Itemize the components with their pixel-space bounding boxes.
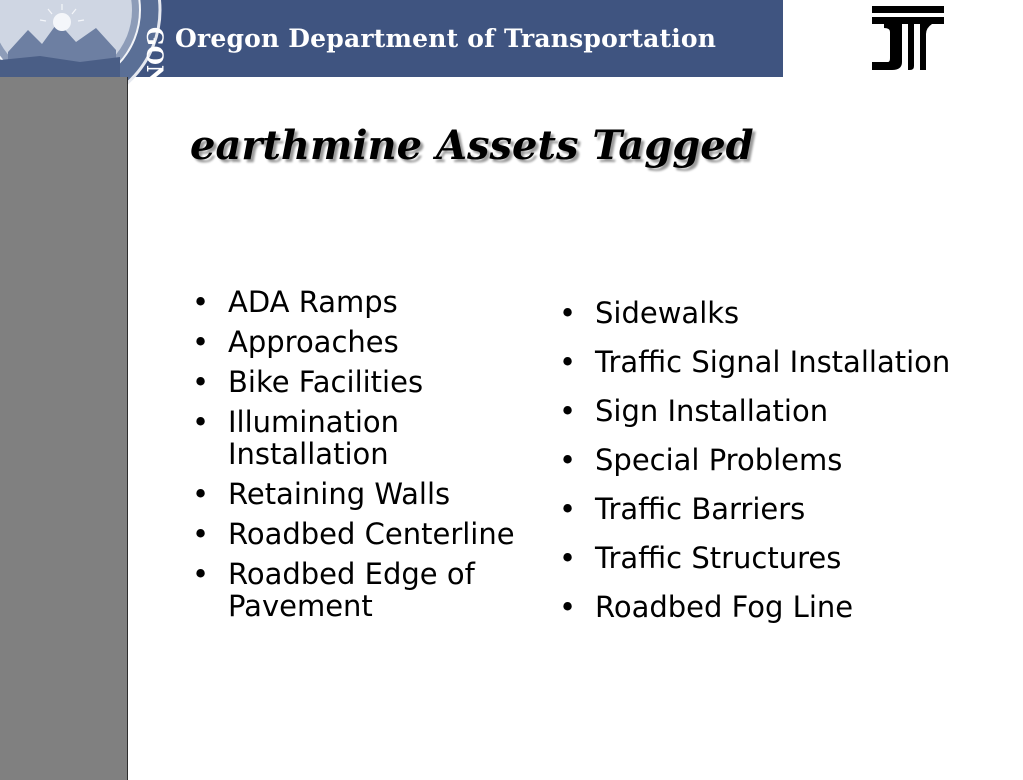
list-item: • Retaining Walls xyxy=(190,478,540,510)
list-item: • Bike Facilities xyxy=(190,366,540,398)
list-item: • Traffic Barriers xyxy=(557,490,977,528)
list-item: • Illumination Installation xyxy=(190,406,540,470)
sidebar-panel xyxy=(0,77,128,780)
list-item: • Sign Installation xyxy=(557,392,977,430)
left-bullet-list xyxy=(190,286,540,630)
state-seal-icon xyxy=(0,0,167,86)
list-item: • Approaches xyxy=(190,326,540,358)
right-bullet-list xyxy=(557,294,977,637)
list-item: • Traffic Structures xyxy=(557,539,977,577)
list-item: • ADA Ramps xyxy=(190,286,540,318)
slide-title: earthmine Assets Tagged xyxy=(190,122,754,169)
list-item: • Traffic Signal Installation xyxy=(557,343,977,381)
list-item: • Roadbed Fog Line xyxy=(557,588,977,626)
agency-name: Oregon Department of Transportation xyxy=(175,24,717,53)
list-item: • Roadbed Edge of Pavement xyxy=(190,558,540,622)
header-banner xyxy=(0,0,783,86)
list-item: • Special Problems xyxy=(557,441,977,479)
list-item: • Roadbed Centerline xyxy=(190,518,540,550)
list-item: • Sidewalks xyxy=(557,294,977,332)
seal-lettering: GON xyxy=(141,26,167,86)
odot-logo-icon xyxy=(868,4,946,72)
